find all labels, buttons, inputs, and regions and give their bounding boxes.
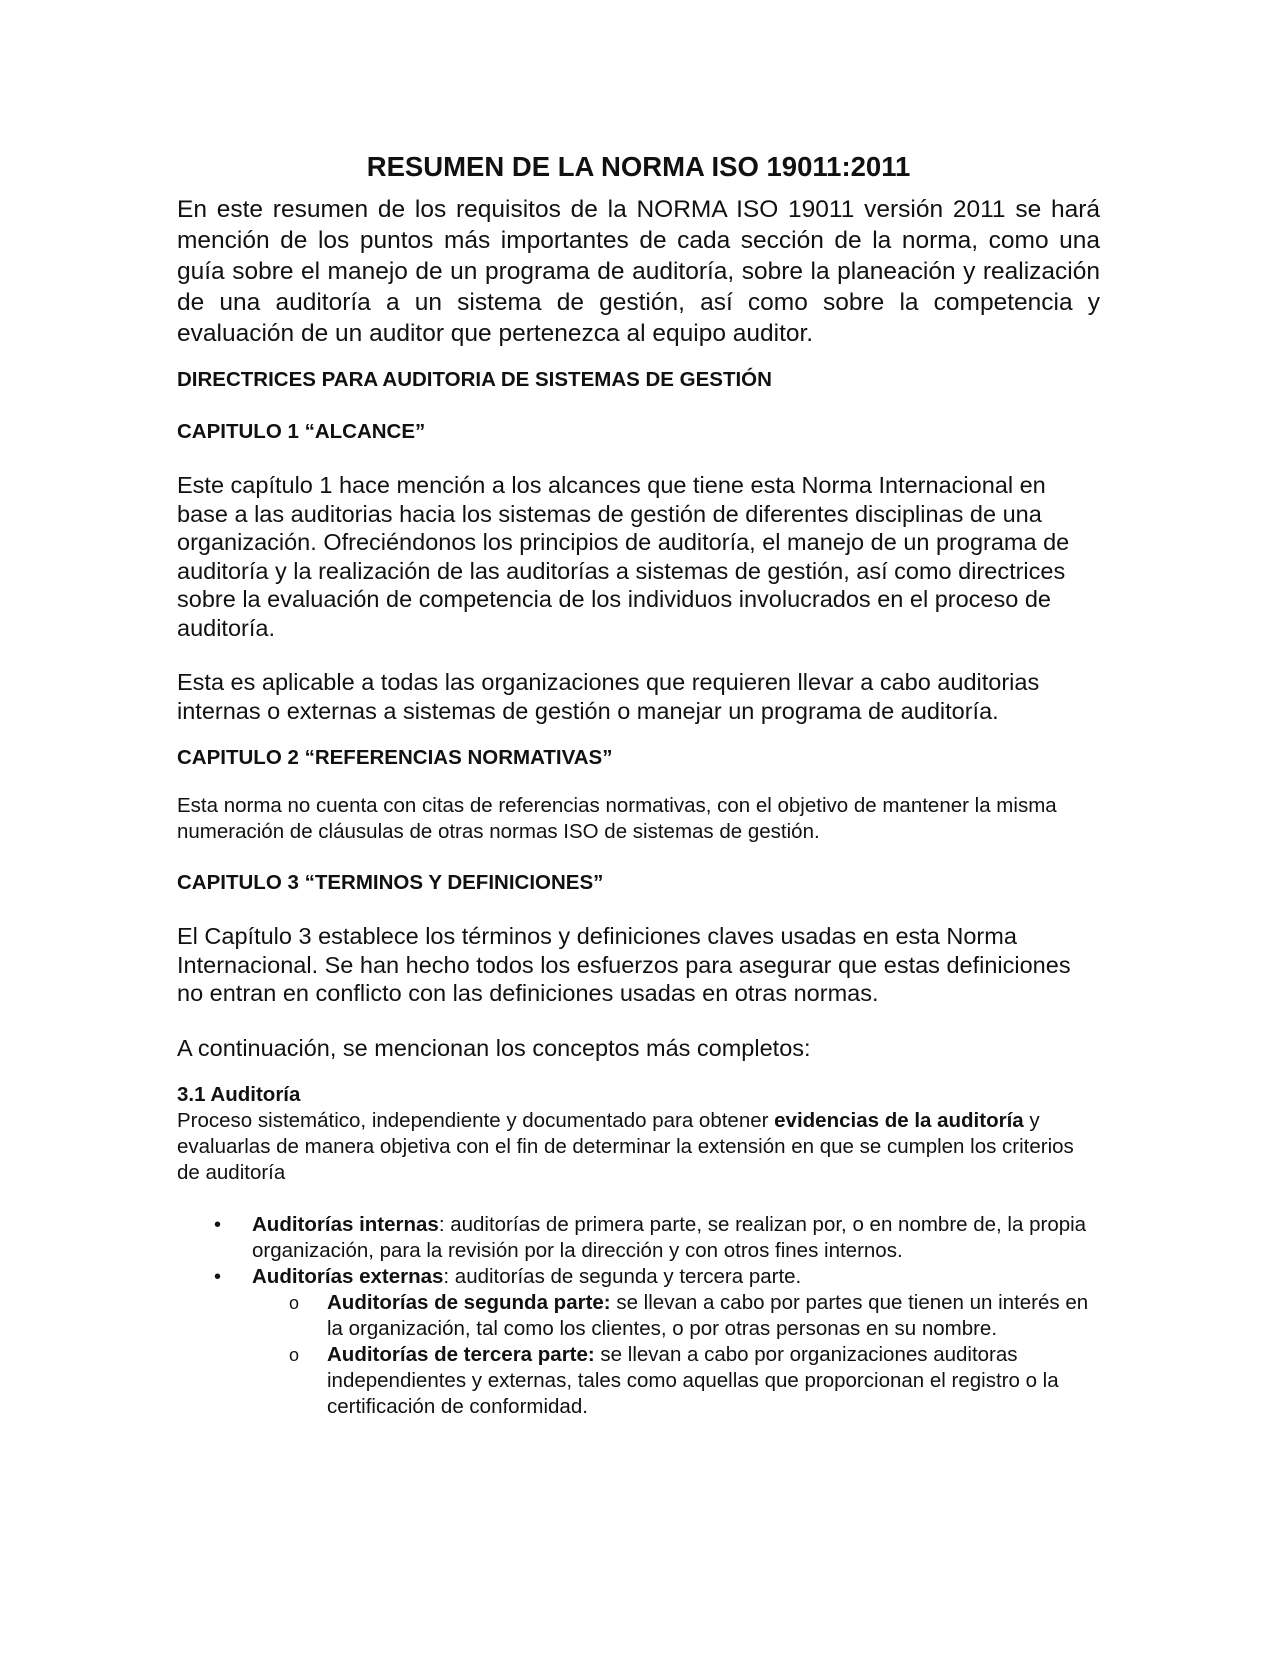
circle-bullet-icon: o xyxy=(289,1345,300,1365)
chapter2-heading: CAPITULO 2 “REFERENCIAS NORMATIVAS” xyxy=(177,746,613,769)
sublist-item-text: se llevan a cabo por partes que tienen un interés en la organización, tal como los clientes, o por otras personas en su nombre. xyxy=(327,1291,1089,1340)
chapter1-paragraph-1: Este capítulo 1 hace mención a los alcances que tiene esta Norma Internacional en base a las auditorias hacia los sistemas de gestión de diferentes disciplinas de una organización. Ofreciéndonos los principios de auditoría, el manejo de un programa de auditoría y la realización de las auditorías a sistemas de gestión, así como directrices sobre la evaluación de competencia de los individuos involucrados en el proceso de auditoría. xyxy=(177,472,1070,641)
list-item-term: Auditorías externas xyxy=(252,1265,444,1288)
list-item-text: : auditorías de segunda y tercera parte. xyxy=(443,1265,802,1288)
definition-text-a: Proceso sistemático, independiente y documentado para obtener xyxy=(177,1109,775,1132)
list-item-term: Auditorías internas xyxy=(252,1213,439,1236)
chapter3-heading: CAPITULO 3 “TERMINOS Y DEFINICIONES” xyxy=(177,871,604,894)
chapter2-paragraph: Esta norma no cuenta con citas de referencias normativas, con el objetivo de mantener la misma numeración de cláusulas de otras normas ISO de sistemas de gestión. xyxy=(177,794,1057,843)
bullet-icon: • xyxy=(214,1266,222,1288)
sublist-item-text: se llevan a cabo por organizaciones auditoras independientes y externas, tales como aquellas que proporcionan el registro o la certificación de conformidad. xyxy=(327,1343,1059,1418)
sublist-item-term: Auditorías de tercera parte: xyxy=(327,1343,595,1366)
document-page xyxy=(177,150,1100,1420)
list-item-external xyxy=(214,1264,1100,1420)
list-item-internal xyxy=(214,1212,1100,1264)
sublist-item-second-party xyxy=(289,1290,1100,1342)
sublist-item-third-party xyxy=(289,1342,1100,1420)
intro-paragraph: En este resumen de los requisitos de la NORMA ISO 19011 versión 2011 se hará mención de los puntos más importantes de cada sección de la norma, como una guía sobre el manejo de un programa de auditoría, sobre la planeación y realización de una auditoría a un sistema de gestión, así como sobre la competencia y evaluación de un auditor que pertenezca al equipo auditor. xyxy=(177,196,1100,347)
bullet-icon: • xyxy=(214,1214,222,1236)
definition-text-b: y evaluarlas de manera objetiva con el fin de determinar la extensión en que se cumplen los criterios de auditoría xyxy=(177,1109,1074,1184)
definition-bold-term: evidencias de la auditoría xyxy=(774,1109,1024,1132)
definition-text xyxy=(177,1108,1100,1186)
list-item-text: : auditorías de primera parte, se realizan por, o en nombre de, la propia organización, para la revisión por la dirección y con otros fines internos. xyxy=(252,1213,1087,1262)
document-title: RESUMEN DE LA NORMA ISO 19011:2011 xyxy=(366,151,911,182)
audit-types-list xyxy=(177,1212,1100,1420)
external-audit-sublist xyxy=(252,1290,1100,1420)
section-heading: DIRECTRICES PARA AUDITORIA DE SISTEMAS DE GESTIÓN xyxy=(177,368,772,391)
circle-bullet-icon: o xyxy=(289,1293,300,1313)
chapter3-paragraph-2: A continuación, se mencionan los conceptos más completos: xyxy=(177,1034,811,1061)
chapter3-paragraph-1: El Capítulo 3 establece los términos y definiciones claves usadas en esta Norma Internacional. Se han hecho todos los esfuerzos para asegurar que estas definiciones no entran en conflicto con las definiciones usadas en otras normas. xyxy=(177,923,1071,1006)
sublist-item-term: Auditorías de segunda parte: xyxy=(327,1291,611,1314)
chapter1-paragraph-2: Esta es aplicable a todas las organizaciones que requieren llevar a cabo auditorias internas o externas a sistemas de gestión o manejar un programa de auditoría. xyxy=(177,669,1040,724)
chapter1-heading: CAPITULO 1 “ALCANCE” xyxy=(177,420,426,443)
definition-heading: 3.1 Auditoría xyxy=(177,1083,301,1106)
